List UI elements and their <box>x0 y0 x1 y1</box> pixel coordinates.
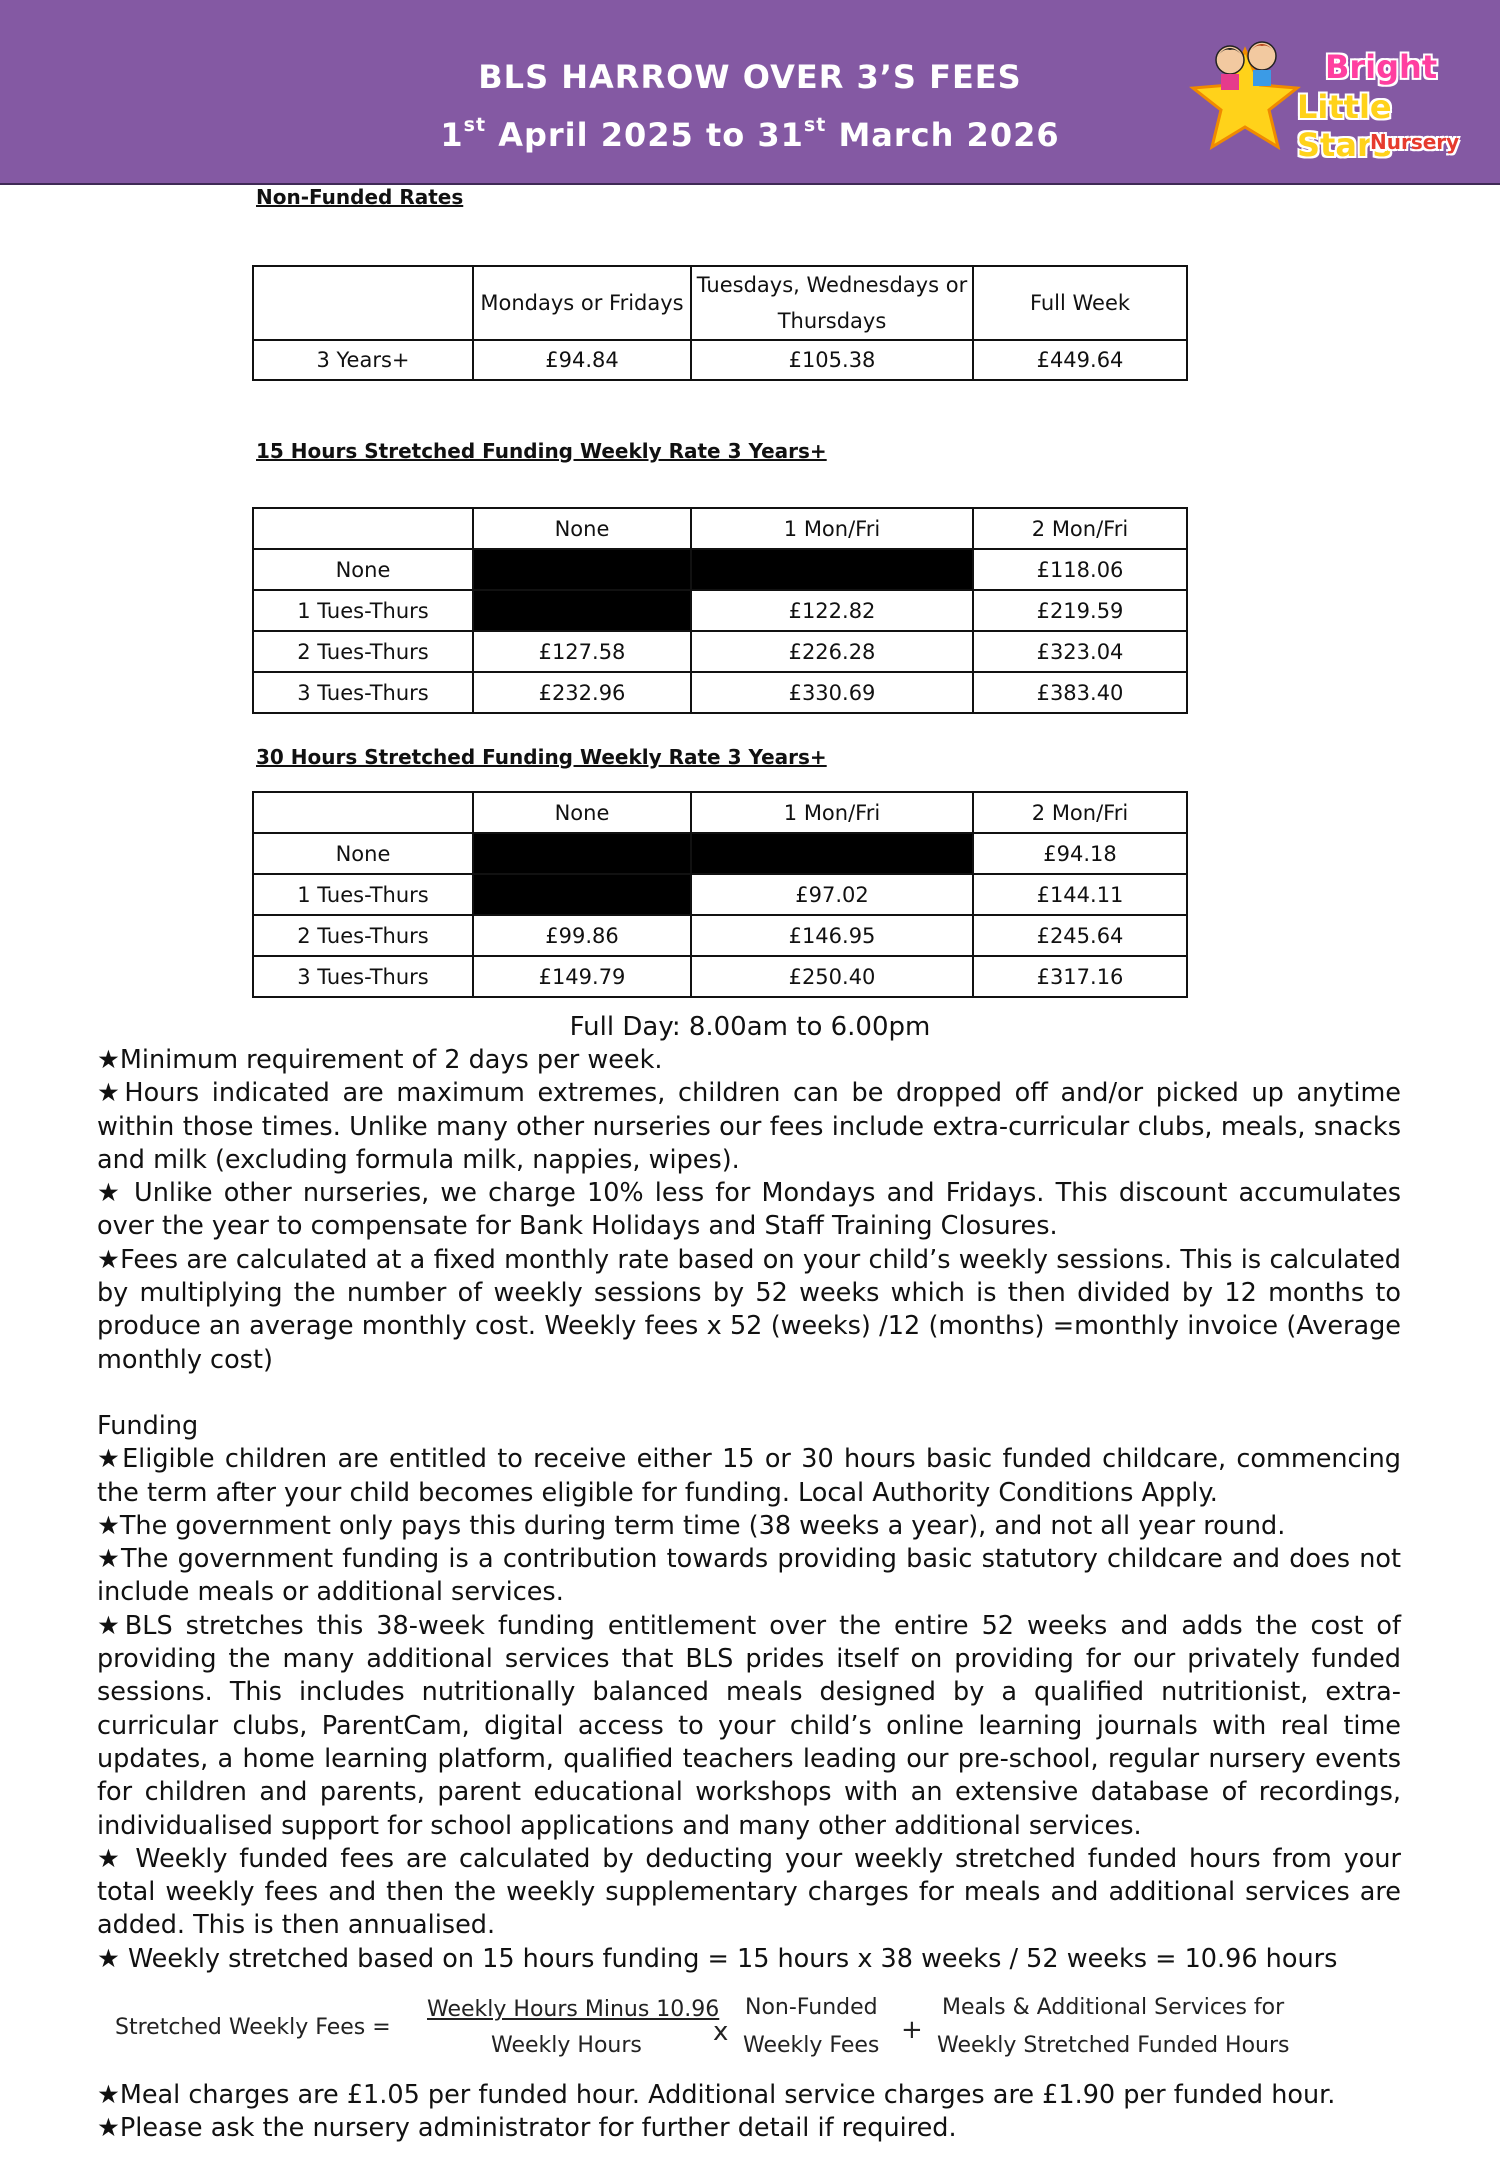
header-cell: 1 Mon/Fri <box>691 792 973 833</box>
date-suffix: st <box>463 114 487 136</box>
logo-bright: Bright <box>1325 48 1438 86</box>
note-item: ★Fees are calculated at a fixed monthly rate based on your child’s weekly sessions. This is calculated by multiplying the number of weekly sessions by 52 weeks which is then divided by 12 months to produce an average monthly cost. Weekly fees x 52 (weeks) /12 (months) =monthly invoice (Average monthly cost) <box>97 1244 1401 1375</box>
header-banner <box>0 0 1500 185</box>
table-row <box>253 549 1187 590</box>
row-label: 1 Tues-Thurs <box>253 590 473 631</box>
funding-item: ★The government only pays this during term time (38 weeks a year), and not all year round. <box>97 1510 1286 1541</box>
note-item: ★Hours indicated are maximum extremes, children can be dropped off and/or picked up anytime within those times. Unlike many other nurseries our fees include extra-curricular clubs, meals, snacks and milk (excluding formula milk, nappies, wipes). <box>97 1078 1401 1175</box>
table-cell: £449.64 <box>973 340 1187 380</box>
unavailable-cell <box>691 833 973 874</box>
table-row <box>253 915 1187 956</box>
unavailable-cell <box>691 549 973 590</box>
header-cell: None <box>473 792 691 833</box>
unavailable-cell <box>473 874 691 915</box>
table-cell: £232.96 <box>473 672 691 713</box>
row-label: None <box>253 833 473 874</box>
spacer <box>97 1377 1401 1410</box>
date-suffix: st <box>803 114 827 136</box>
non-funded-title: Non-Funded Rates <box>256 185 464 209</box>
row-label: 3 Years+ <box>253 340 473 380</box>
footer-note: ★Meal charges are £1.05 per funded hour. Additional service charges are £1.90 per funded hour. <box>97 2080 1336 2110</box>
header-cell <box>253 508 473 549</box>
formula-plus: + <box>901 2015 923 2045</box>
formula-denominator: Weekly Hours <box>491 2033 642 2058</box>
table-cell: £118.06 <box>973 549 1187 590</box>
note-item: ★ Unlike other nurseries, we charge 10% less for Mondays and Fridays. This discount accumulates over the year to compensate for Bank Holidays and Staff Training Closures. <box>97 1178 1401 1242</box>
header-cell <box>253 266 473 340</box>
table-cell: £323.04 <box>973 631 1187 672</box>
table-row <box>253 956 1187 997</box>
funding-item: ★Eligible children are entitled to receive either 15 or 30 hours basic funded childcare, commencing the term after your child becomes eligible for funding. Local Authority Conditions Apply. <box>97 1444 1401 1508</box>
non-funded-table <box>252 265 1188 381</box>
date-part: 1 <box>440 116 464 154</box>
formula-weekly-fees: Weekly Fees <box>743 2033 880 2058</box>
header-cell: Mondays or Fridays <box>473 266 691 340</box>
table-cell: £97.02 <box>691 874 973 915</box>
stretched-fees-formula <box>115 1993 1335 2063</box>
funding-item: ★ Weekly stretched based on 15 hours funding = 15 hours x 38 weeks / 52 weeks = 10.96 hours <box>97 1943 1338 1974</box>
row-label: None <box>253 549 473 590</box>
table-cell: £127.58 <box>473 631 691 672</box>
header-cell <box>253 792 473 833</box>
table-cell: £99.86 <box>473 915 691 956</box>
note-item: ★Minimum requirement of 2 days per week. <box>97 1045 663 1075</box>
table-header-row <box>253 508 1187 549</box>
table-cell: £149.79 <box>473 956 691 997</box>
row-label: 3 Tues-Thurs <box>253 956 473 997</box>
funding-item: ★BLS stretches this 38-week funding entitlement over the entire 52 weeks and adds the cost of providing the many additional services that BLS prides itself on providing for our privately funded sessions. This includes nutritionally balanced meals designed by a qualified nutritionist, extra-curricular clubs, ParentCam, digital access to your child’s online learning journals with real time updates, a home learning platform, qualified teachers leading our pre-school, regular nursery events for children and parents, parent educational workshops with an extensive database of recordings, individualised support for school applications and many other additional services. <box>97 1610 1401 1841</box>
unavailable-cell <box>473 590 691 631</box>
formula-stretched-hours: Weekly Stretched Funded Hours <box>937 2033 1290 2058</box>
header-cell: Full Week <box>973 266 1187 340</box>
header-cell: None <box>473 508 691 549</box>
header-cell: 1 Mon/Fri <box>691 508 973 549</box>
date-part: April 2025 to 31 <box>486 116 804 154</box>
table-cell: £317.16 <box>973 956 1187 997</box>
logo-nursery: Nursery <box>1370 130 1460 154</box>
funded15-title: 15 Hours Stretched Funding Weekly Rate 3 Years+ <box>256 439 827 463</box>
date-part: March 2026 <box>826 116 1060 154</box>
page-title: BLS HARROW OVER 3’S FEES <box>478 58 1022 96</box>
funding-heading: Funding <box>97 1410 199 1441</box>
formula-meals: Meals & Additional Services for <box>942 1995 1285 2020</box>
logo-little-stars: Little Stars <box>1297 88 1392 164</box>
funding-item: ★The government funding is a contribution towards providing basic statutory childcare and does not include meals or additional services. <box>97 1544 1401 1608</box>
funded15-table <box>252 507 1188 714</box>
row-label: 2 Tues-Thurs <box>253 915 473 956</box>
formula-times: x <box>713 2017 729 2047</box>
table-row <box>253 340 1187 380</box>
header-cell: 2 Mon/Fri <box>973 508 1187 549</box>
table-cell: £122.82 <box>691 590 973 631</box>
table-row <box>253 672 1187 713</box>
row-label: 1 Tues-Thurs <box>253 874 473 915</box>
table-row <box>253 874 1187 915</box>
row-label: 2 Tues-Thurs <box>253 631 473 672</box>
unavailable-cell <box>473 833 691 874</box>
header-cell: Tuesdays, Wednesdays or Thursdays <box>691 266 973 340</box>
table-row <box>253 833 1187 874</box>
funded30-table <box>252 791 1188 998</box>
table-header-row <box>253 792 1187 833</box>
table-cell: £144.11 <box>973 874 1187 915</box>
notes-section <box>97 1044 1401 1976</box>
table-cell: £250.40 <box>691 956 973 997</box>
table-cell: £105.38 <box>691 340 973 380</box>
unavailable-cell <box>473 549 691 590</box>
table-cell: £146.95 <box>691 915 973 956</box>
table-cell: £94.84 <box>473 340 691 380</box>
formula-nonfunded: Non-Funded <box>745 1995 878 2020</box>
table-row <box>253 631 1187 672</box>
funding-item: ★ Weekly funded fees are calculated by deducting your weekly stretched funded hours from your total weekly fees and then the weekly supplementary charges for meals and additional services are added. This is then annualised. <box>97 1843 1401 1941</box>
table-header-row <box>253 266 1187 340</box>
funded30-title: 30 Hours Stretched Funding Weekly Rate 3 Years+ <box>256 745 827 769</box>
footer-note: ★Please ask the nursery administrator for further detail if required. <box>97 2113 957 2144</box>
footer-notes <box>97 2079 1401 2146</box>
table-cell: £383.40 <box>973 672 1187 713</box>
table-cell: £94.18 <box>973 833 1187 874</box>
table-cell: £226.28 <box>691 631 973 672</box>
header-cell: 2 Mon/Fri <box>973 792 1187 833</box>
formula-lhs: Stretched Weekly Fees = <box>115 2015 391 2040</box>
formula-numerator: Weekly Hours Minus 10.96 <box>427 1997 720 2022</box>
table-cell: £219.59 <box>973 590 1187 631</box>
bright-little-stars-logo <box>1185 30 1485 164</box>
table-row <box>253 590 1187 631</box>
table-cell: £245.64 <box>973 915 1187 956</box>
row-label: 3 Tues-Thurs <box>253 672 473 713</box>
full-day-hours: Full Day: 8.00am to 6.00pm <box>569 1012 931 1042</box>
table-cell: £330.69 <box>691 672 973 713</box>
